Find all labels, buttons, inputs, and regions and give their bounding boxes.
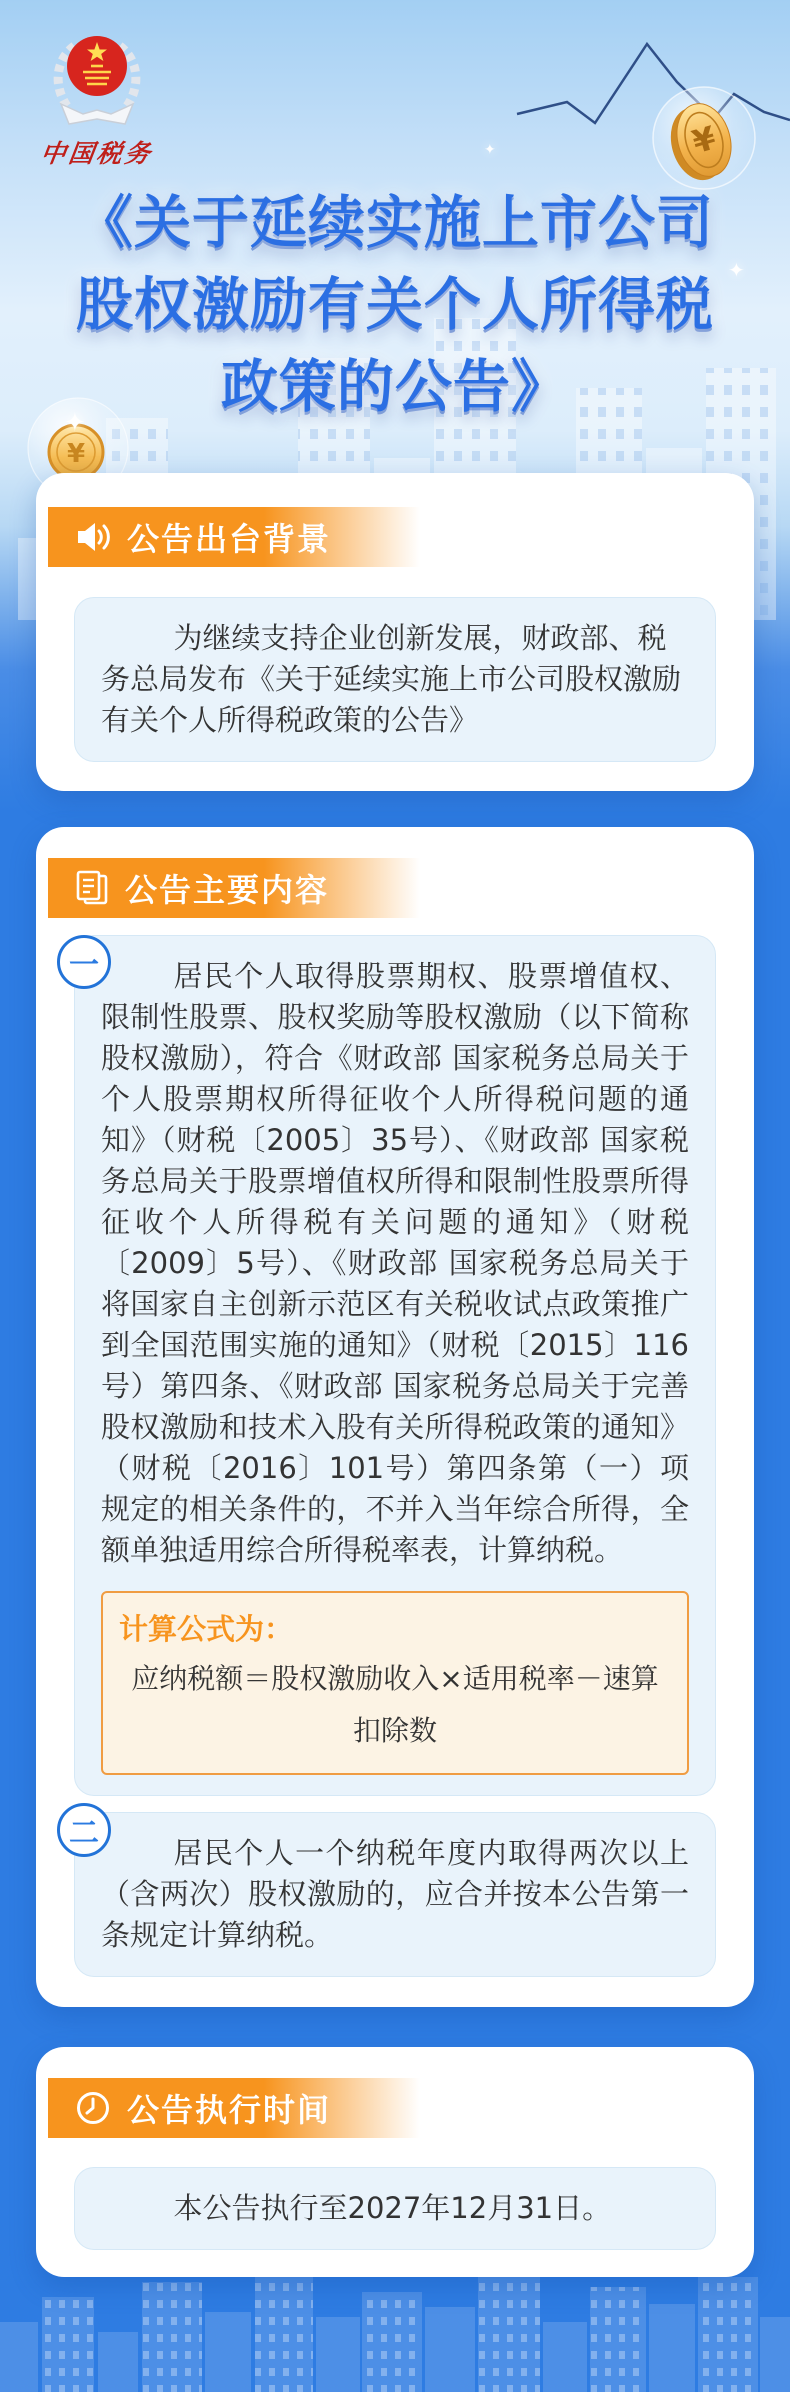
time-body: 本公告执行至2027年12月31日。 bbox=[74, 2167, 716, 2250]
section-header-background bbox=[48, 507, 420, 567]
stock-line-coin-graphic bbox=[512, 22, 790, 200]
background-body: 为继续支持企业创新发展，财政部、税务总局发布《关于延续实施上市公司股权激励有关个人所得税政策的公告》 bbox=[74, 597, 716, 762]
page-title-line-2: 股权激励有关个人所得税 bbox=[76, 272, 714, 338]
section-title: 公告出台背景 bbox=[127, 520, 332, 558]
tax-bureau-logo bbox=[22, 30, 172, 170]
document-icon bbox=[74, 869, 110, 907]
stock-line bbox=[517, 44, 790, 123]
tax-emblem-icon bbox=[45, 30, 149, 132]
clock-icon bbox=[74, 2089, 112, 2127]
city-skyline-bottom bbox=[0, 2262, 790, 2392]
logo-org-name: 中国税务 bbox=[38, 139, 155, 168]
sparkle-icon: ✦ bbox=[484, 142, 496, 158]
svg-text:¥: ¥ bbox=[66, 439, 86, 469]
page-title-line-1: 《关于延续实施上市公司 bbox=[76, 190, 714, 256]
section-card-time bbox=[36, 2047, 754, 2277]
sparkle-icon: ✦ bbox=[64, 408, 86, 438]
section-title: 公告执行时间 bbox=[127, 2091, 332, 2129]
section-header-time bbox=[48, 2078, 420, 2138]
item-number-badge: 一 bbox=[57, 935, 111, 989]
section-card-main bbox=[36, 827, 754, 2007]
item-number-badge: 二 bbox=[57, 1803, 111, 1857]
page-title-line-3: 政策的公告》 bbox=[221, 354, 569, 420]
formula-box bbox=[101, 1591, 689, 1775]
section-title: 公告主要内容 bbox=[125, 871, 330, 909]
formula-label: 计算公式为： bbox=[119, 1612, 294, 1646]
speaker-icon bbox=[74, 519, 112, 555]
section-header-main bbox=[48, 858, 420, 918]
sparkle-icon: ✦ bbox=[728, 258, 745, 282]
section-card-background bbox=[36, 473, 754, 791]
main-item-1-text: 居民个人取得股票期权、股票增值权、限制性股票、股权奖励等股权激励（以下简称股权激励），符合《财政部 国家税务总局关于个人股票期权所得征收个人所得税问题的通知》（财税〔2005〕35号）、《财政部 国家税务总局关于股票增值权所得和限制性股票所得征收个人所得税有关问题的通知》（财税〔2009〕5号）、《财政部 国家税务总局关于将国家自主创新示范区有关税收试点政策推广到全国范围实施的通知》（财税〔2015〕116号）第四条、《财政部 国家税务总局关于完善股权激励和技术入股有关所得税政策的通知》（财税〔2016〕101号）第四条第（一）项规定的相关条件的，不并入当年综合所得，全额单独适用综合所得税率表，计算纳税。 bbox=[101, 959, 689, 1567]
page-title bbox=[0, 182, 790, 428]
svg-text:¥: ¥ bbox=[688, 118, 720, 162]
main-item-2-text: 居民个人一个纳税年度内取得两次以上（含两次）股权激励的，应合并按本公告第一条规定计算纳税。 bbox=[101, 1836, 689, 1952]
formula-text: 应纳税额＝股权激励收入×适用税率－速算扣除数 bbox=[131, 1662, 659, 1747]
main-item-2 bbox=[74, 1812, 716, 1977]
main-item-1 bbox=[74, 935, 716, 1796]
